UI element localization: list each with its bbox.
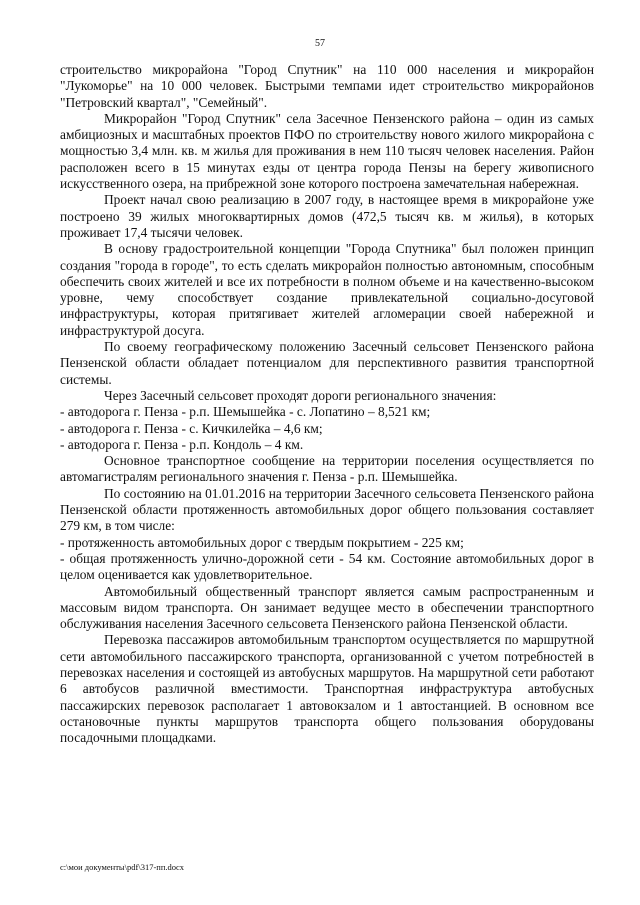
paragraph-public-transport: Автомобильный общественный транспорт является самым распространенным и массовым видом транспорта. Он занимает ведущее место в обеспечении транспортного обслуживания населения Засечного сельсовета Пензенского района Пензенской области. (60, 583, 594, 632)
road-list-item: - автодорога г. Пенза - с. Кичкилейка – 4,6 км; (60, 420, 323, 436)
paragraph-road-length: По состоянию на 01.01.2016 на территории Засечного сельсовета Пензенского района Пензенской области протяженность автомобильных дорог общего пользования составляет 279 км, в том числе: (60, 485, 594, 534)
paragraph-continuation: строительство микрорайона "Город Спутник" на 110 000 населения и микрорайон "Лукоморье" на 10 000 человек. Быстрыми темпами идет строительство микрорайонов "Петровский квартал", "Семейный". (60, 62, 594, 110)
paragraph-roads-intro: Через Засечный сельсовет проходят дороги регионального значения: (104, 387, 497, 403)
road-list-item: - автодорога г. Пенза - р.п. Кондоль – 4 км. (60, 436, 304, 452)
road-length-item: - общая протяженность улично-дорожной сети - 54 км. Состояние автомобильных дорог в целом оценивается как удовлетворительное. (60, 550, 594, 583)
paragraph-project-start: Проект начал свою реализацию в 2007 году, в настоящее время в микрорайоне уже построено 39 жилых многоквартирных домов (472,5 тысяч кв. м жилья), в которых проживает 17,4 тысячи человек. (60, 192, 594, 240)
paragraph-geography: По своему географическому положению Засечный сельсовет Пензенского района Пензенской области обладает потенциалом для перспективного развития транспортной системы. (60, 339, 594, 387)
document-body (60, 62, 594, 746)
paragraph-transport: Основное транспортное сообщение на территории поселения осуществляется по автомагистралям регионального значения г. Пенза - р.п. Шемышейка. (60, 453, 594, 485)
paragraph-bus-routes: Перевозка пассажиров автомобильным транспортом осуществляется по маршрутной сети автомобильного пассажирского транспорта, организованной с учетом потребностей в перевозках населения и состоящей из автобусных маршрутов. На маршрутной сети работают 6 автобусов различной вместимости. Транспортная инфраструктура автобусных пассажирских перевозок располагает 1 автовокзалом и 1 автостанцией. В основном все остановочные пункты маршрутов транспорта общего пользования оборудованы посадочными площадками. (60, 632, 594, 746)
paragraph-city-sputnik: Микрорайон "Город Спутник" села Засечное Пензенского района – один из самых амбициозных и масштабных проектов ПФО по строительству нового жилого микрорайона с мощностью 3,4 млн. кв. м жилья для проживания в нем 110 тысяч человек населения. Район расположен всего в 15 минутах езды от центра города Пензы на берегу живописного искусственного озера, на прибрежной зоне которого построена замечательная набережная. (60, 110, 594, 192)
paragraph-concept: В основу градостроительной концепции "Города Спутника" был положен принцип создания "города в городе", то есть сделать микрорайон полностью автономным, способным обеспечить своих жителей и все их потребности в полном объеме и на качественно-высоком уровне, чему способствует создание привлекательной социально-досуговой инфраструктуры, которая притягивает жителей агломерации своей набережной и инфраструктурой досуга. (60, 241, 594, 338)
road-length-item: - протяженность автомобильных дорог с твердым покрытием - 225 км; (60, 534, 464, 550)
page-number: 57 (315, 38, 325, 49)
footer-file-path: c:\мои документы\pdf\317-пп.docx (60, 862, 185, 872)
road-list-item: - автодорога г. Пенза - р.п. Шемышейка - с. Лопатино – 8,521 км; (60, 404, 431, 420)
